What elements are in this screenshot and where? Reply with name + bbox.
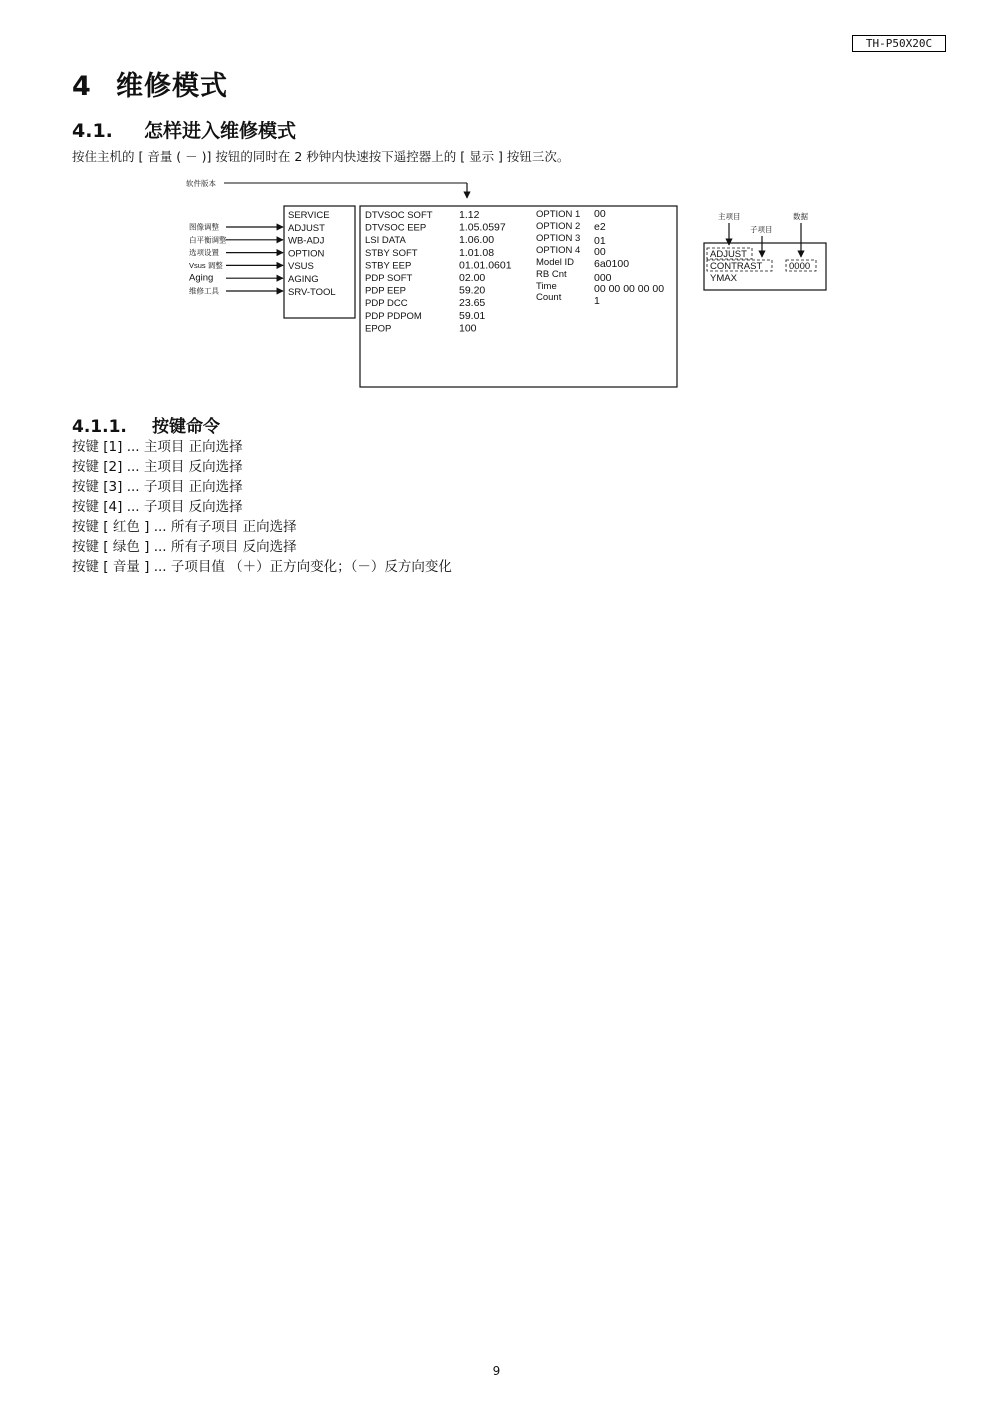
- menu-function-labels: [189, 222, 283, 296]
- section-heading: [72, 64, 228, 103]
- main-item-label: 主项目: [718, 212, 741, 221]
- menu-function-label: 选项设置: [189, 248, 219, 258]
- option-value: 01: [594, 235, 606, 247]
- menu-item: WB-ADJ: [288, 235, 325, 247]
- option-value: 00: [594, 208, 606, 220]
- osd-line-ymax: YMAX: [710, 273, 737, 284]
- menu-item: ADJUST: [288, 222, 325, 234]
- option-key: Count: [536, 292, 562, 303]
- key-commands-title: 按键命令: [152, 417, 220, 437]
- info-value: 1.05.0597: [459, 221, 506, 234]
- info-value: 01.01.0601: [459, 259, 512, 272]
- list-item: 按键 [ 音量 ] ... 子项目值 （＋）正方向变化；（－）反方向变化: [72, 559, 452, 575]
- software-version-label: 软件版本: [186, 179, 216, 188]
- page-number: 9: [492, 1364, 501, 1378]
- osd-line-adjust: ADJUST: [710, 249, 747, 260]
- entry-instructions: 按住主机的 [ 音量 ( － )] 按钮的同时在 2 秒钟内快速按下遥控器上的 [ 显示 ] 按钮三次。: [72, 149, 570, 164]
- info-key: PDP PDPOM: [365, 310, 422, 322]
- option-key: Time: [536, 281, 557, 292]
- option-value: e2: [594, 221, 606, 233]
- info-key: EPOP: [365, 323, 392, 335]
- model-number-tag: TH-P50X20C: [852, 35, 946, 52]
- service-menu-items: [288, 210, 336, 298]
- section-number: 4: [72, 71, 92, 102]
- list-item: 按键 [ 绿色 ] ... 所有子项目 反向选择: [72, 539, 297, 555]
- info-value: 23.65: [459, 297, 486, 310]
- list-item: 按键 [ 红色 ] ... 所有子项目 正向选择: [72, 519, 297, 535]
- osd-line-contrast: CONTRAST: [710, 261, 763, 272]
- info-value: 100: [459, 322, 477, 335]
- info-key: PDP SOFT: [365, 273, 413, 284]
- option-key: OPTION 1: [536, 209, 581, 220]
- menu-function-label: Vsus 调整: [189, 260, 223, 270]
- option-key: OPTION 3: [536, 233, 581, 244]
- menu-item: AGING: [288, 274, 319, 285]
- menu-item: OPTION: [288, 248, 325, 260]
- subsection-number: 4.1.: [72, 120, 113, 142]
- info-key: STBY SOFT: [365, 247, 418, 259]
- menu-item: SERVICE: [288, 210, 330, 221]
- info-value: 59.20: [459, 284, 486, 297]
- section-title: 维修模式: [116, 71, 228, 102]
- option-list: [536, 208, 664, 307]
- option-value: 6a0100: [594, 258, 630, 270]
- menu-function-label: 维修工具: [189, 286, 219, 296]
- option-value: 00 00 00 00 00: [594, 283, 665, 295]
- sub-item-label: 子项目: [750, 225, 773, 234]
- info-value: 1.01.08: [459, 246, 495, 259]
- info-list: [365, 209, 512, 334]
- option-key: RB Cnt: [536, 269, 567, 280]
- info-value: 59.01: [459, 309, 486, 322]
- menu-function-label: 图像调整: [189, 222, 219, 232]
- option-key: Model ID: [536, 257, 575, 268]
- key-commands-heading: [72, 412, 220, 437]
- info-value: 02.00: [459, 272, 486, 284]
- option-key: OPTION 4: [536, 245, 581, 256]
- info-key: DTVSOC SOFT: [365, 210, 433, 221]
- info-key: LSI DATA: [365, 235, 406, 247]
- option-value: 00: [594, 246, 606, 258]
- list-item: 按键 [4] ... 子项目 反向选择: [72, 499, 243, 515]
- key-command-list: [72, 437, 452, 577]
- list-item: 按键 [3] ... 子项目 正向选择: [72, 479, 243, 495]
- menu-item: SRV-TOOL: [288, 286, 336, 298]
- info-key: STBY EEP: [365, 260, 412, 272]
- menu-function-label: Aging: [189, 272, 214, 284]
- info-key: PDP EEP: [365, 285, 407, 297]
- key-commands-number: 4.1.1.: [72, 417, 127, 437]
- option-key: OPTION 2: [536, 221, 581, 232]
- list-item: 按键 [2] ... 主项目 反向选择: [72, 459, 243, 475]
- subsection-heading: [72, 116, 296, 143]
- service-menu-diagram: [0, 0, 993, 400]
- data-label: 数据: [793, 212, 808, 221]
- info-key: DTVSOC EEP: [365, 222, 427, 234]
- info-value: 1.06.00: [459, 234, 495, 247]
- option-value: 000: [594, 272, 612, 284]
- option-value: 1: [594, 295, 600, 307]
- list-item: 按键 [1] ... 主项目 正向选择: [72, 439, 243, 455]
- info-value: 1.12: [459, 209, 480, 221]
- subsection-title: 怎样进入维修模式: [144, 120, 297, 142]
- osd-data-value: 0000: [789, 261, 811, 272]
- menu-function-label: 白平衡调整: [189, 235, 227, 245]
- menu-item: VSUS: [288, 261, 314, 273]
- info-key: PDP DCC: [365, 298, 408, 310]
